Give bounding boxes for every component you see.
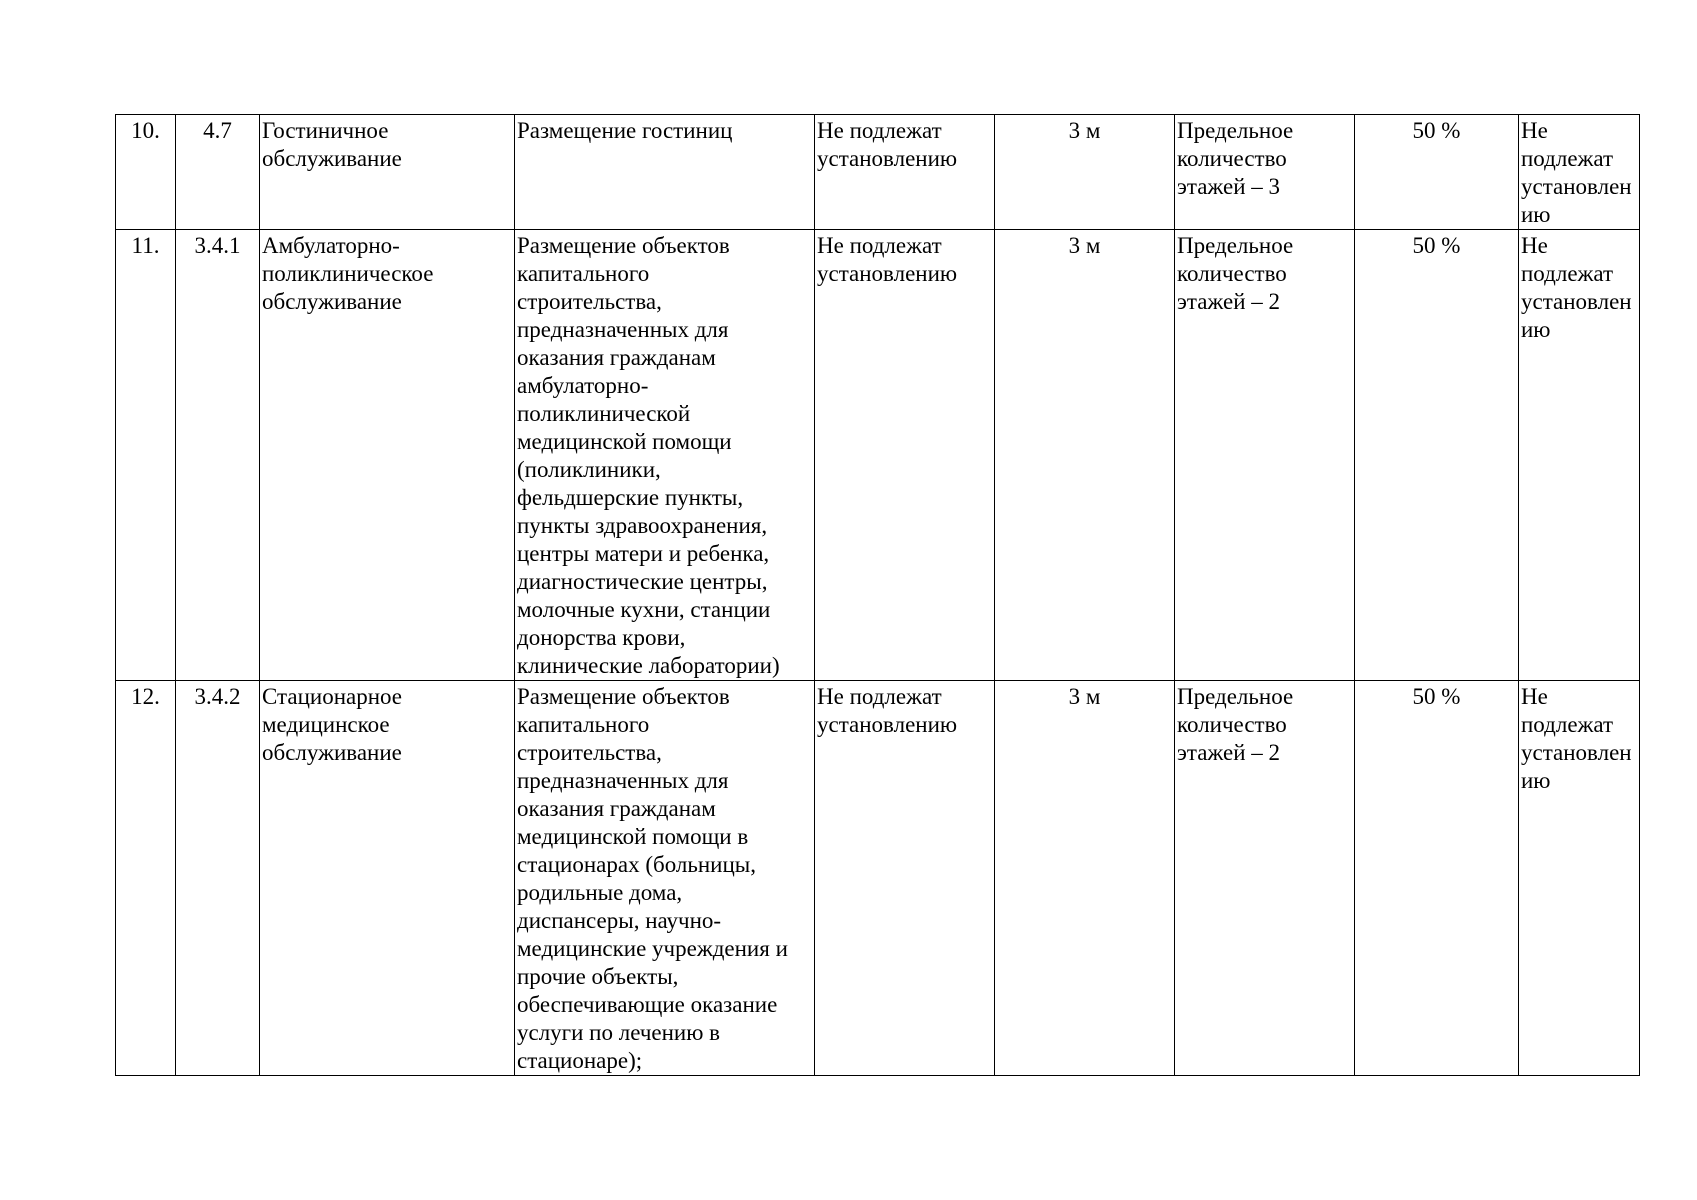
setback: 3 м <box>995 115 1175 230</box>
table-row <box>116 115 1640 230</box>
row-number: 10. <box>116 115 176 230</box>
other-params: Не подлежат установлен ию <box>1519 115 1640 230</box>
floors-limit: Предельное количество этажей – 2 <box>1175 230 1355 681</box>
table-row <box>116 230 1640 681</box>
area-limits: Не подлежат установлению <box>815 681 995 1076</box>
row-number: 11. <box>116 230 176 681</box>
use-code: 3.4.1 <box>176 230 260 681</box>
area-limits: Не подлежат установлению <box>815 115 995 230</box>
use-name: Амбулаторно- поликлиническое обслуживание <box>260 230 515 681</box>
use-code: 4.7 <box>176 115 260 230</box>
floors-limit: Предельное количество этажей – 2 <box>1175 681 1355 1076</box>
use-description: Размещение объектов капитального строительства, предназначенных для оказания гражданам медицинской помощи в стационарах (больницы, родильные дома, диспансеры, научно- медицинские учреждения и прочие объекты, обеспечивающие оказание услуги по лечению в стационаре); <box>515 681 815 1076</box>
land-use-regulations-table <box>115 114 1640 1076</box>
area-limits: Не подлежат установлению <box>815 230 995 681</box>
use-name: Гостиничное обслуживание <box>260 115 515 230</box>
use-description: Размещение объектов капитального строительства, предназначенных для оказания гражданам амбулаторно- поликлинической медицинской помощи (поликлиники, фельдшерские пункты, пункты здравоохранения, центры матери и ребенка, диагностические центры, молочные кухни, станции донорства крови, клинические лаборатории) <box>515 230 815 681</box>
coverage-percent: 50 % <box>1355 115 1519 230</box>
floors-limit: Предельное количество этажей – 3 <box>1175 115 1355 230</box>
table-row <box>116 681 1640 1076</box>
setback: 3 м <box>995 681 1175 1076</box>
coverage-percent: 50 % <box>1355 681 1519 1076</box>
other-params: Не подлежат установлен ию <box>1519 681 1640 1076</box>
use-name: Стационарное медицинское обслуживание <box>260 681 515 1076</box>
use-description: Размещение гостиниц <box>515 115 815 230</box>
coverage-percent: 50 % <box>1355 230 1519 681</box>
other-params: Не подлежат установлен ию <box>1519 230 1640 681</box>
use-code: 3.4.2 <box>176 681 260 1076</box>
setback: 3 м <box>995 230 1175 681</box>
row-number: 12. <box>116 681 176 1076</box>
